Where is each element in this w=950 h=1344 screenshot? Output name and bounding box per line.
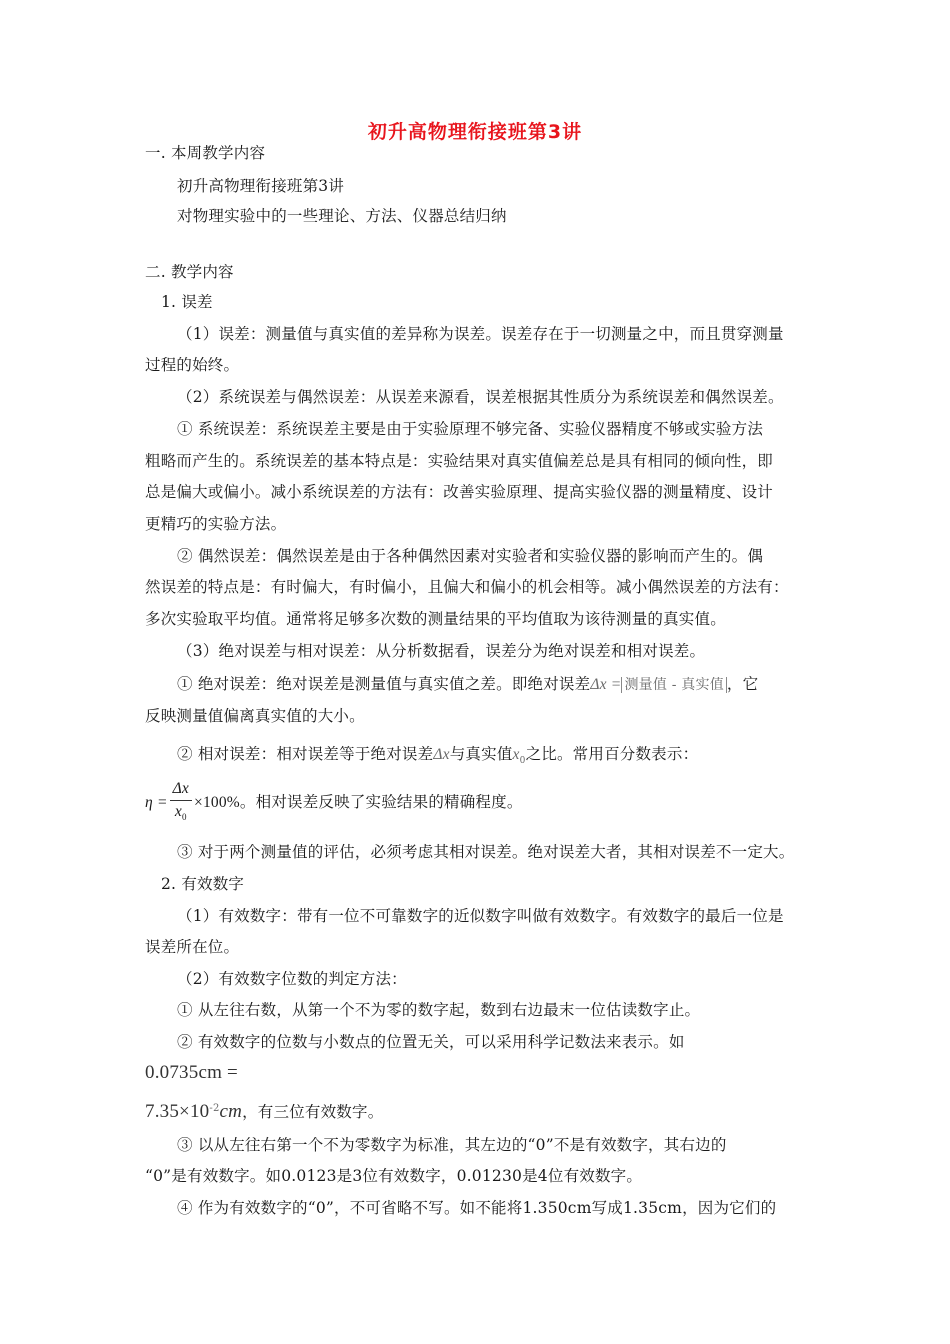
example-value: 0.0735cm =	[145, 1062, 238, 1083]
paragraph: （1）有效数字：带有一位不可靠数字的近似数字叫做有效数字。有效数字的最后一位是	[177, 907, 784, 925]
page-title: 初升高物理衔接班第3讲	[367, 121, 583, 143]
subsection-heading: 1. 误差	[161, 293, 213, 311]
paragraph: 更精巧的实验方法。	[145, 515, 287, 533]
text: ① 绝对误差：绝对误差是测量值与真实值之差。即绝对误差	[177, 675, 591, 693]
formula-example-2	[145, 1098, 383, 1123]
paragraph: 过程的始终。	[145, 356, 240, 374]
paragraph: ① 系统误差：系统误差主要是由于实验原理不够完备、实验仪器精度不够或实验方法	[177, 420, 764, 438]
denominator-sub: 0	[182, 812, 187, 823]
text: ，它	[726, 675, 759, 693]
example-unit: cm	[219, 1101, 243, 1123]
paragraph: ③ 对于两个测量值的评估，必须考虑其相对误差。绝对误差大者，其相对误差不一定大。	[177, 843, 795, 861]
paragraph: 误差所在位。	[145, 938, 240, 956]
paragraph: 然误差的特点是：有时偏大，有时偏小，且偏大和偏小的机会相等。减小偶然误差的方法有：	[145, 578, 789, 596]
formula-eta-line	[145, 778, 523, 828]
text: ，有三位有效数字。	[242, 1103, 384, 1122]
formula-eta-lhs: η =	[145, 794, 168, 812]
paragraph: （1）误差：测量值与真实值的差异称为误差。误差存在于一切测量之中，而且贯穿测量	[177, 325, 784, 343]
paragraph: 总是偏大或偏小。减小系统误差的方法有：改善实验原理、提高实验仪器的测量精度、设计	[145, 483, 774, 501]
section-heading-2: 二. 教学内容	[145, 263, 234, 281]
paragraph: 粗略而产生的。系统误差的基本特点是：实验结果对真实值偏差总是具有相同的倾向性，即	[145, 452, 774, 470]
fraction-numerator: Δx	[170, 778, 192, 801]
formula-abs-body: 测量值 - 真实值	[621, 677, 726, 693]
subsection-heading: 2. 有效数字	[161, 875, 245, 893]
text: 之比。常用百分数表示：	[525, 745, 699, 763]
formula-fraction	[170, 778, 192, 828]
example-exponent: -2	[209, 1103, 220, 1114]
formula-example-1	[145, 1062, 238, 1084]
paragraph: （2）有效数字位数的判定方法：	[177, 970, 407, 988]
formula-eta-rhs: ×100%	[194, 794, 240, 812]
paragraph: ④ 作为有效数字的“0”，不可省略不写。如不能将1.350cm写成1.35cm，因为它们的	[177, 1199, 777, 1217]
formula-abs-lhs: Δx =	[590, 676, 622, 693]
paragraph: 多次实验取平均值。通常将足够多次数的测量结果的平均值取为该待测量的真实值。	[145, 610, 726, 628]
paragraph: 初升高物理衔接班第3讲	[177, 177, 345, 195]
paragraph: “0”是有效数字。如0.0123是3位有效数字，0.01230是4位有效数字。	[145, 1167, 643, 1185]
paragraph: 对物理实验中的一些理论、方法、仪器总结归纳	[177, 207, 507, 225]
formula-delta-x: Δx	[433, 746, 450, 763]
paragraph: （3）绝对误差与相对误差：从分析数据看，误差分为绝对误差和相对误差。	[177, 642, 706, 660]
section-heading-1: 一. 本周教学内容	[145, 144, 266, 162]
paragraph: ③ 以从左往右第一个不为零数字为标准，其左边的“0”不是有效数字，其右边的	[177, 1136, 727, 1154]
fraction-denominator	[170, 801, 192, 828]
text: 。相对误差反映了实验结果的精确程度。	[239, 793, 523, 812]
text: ② 相对误差：相对误差等于绝对误差	[177, 745, 434, 763]
formula-x-sub: 0	[519, 756, 526, 767]
text: 与真实值	[449, 745, 513, 763]
paragraph: ① 从左往右数，从第一个不为零的数字起，数到右边最末一位估读数字止。	[177, 1001, 701, 1019]
denominator-x: x	[174, 803, 183, 820]
example-base: 7.35×10	[145, 1101, 210, 1123]
paragraph: 反映测量值偏离真实值的大小。	[145, 707, 365, 725]
formula-x: x	[512, 746, 520, 763]
paragraph: ② 有效数字的位数与小数点的位置无关，可以采用科学记数法来表示。如	[177, 1033, 685, 1051]
paragraph: ② 偶然误差：偶然误差是由于各种偶然因素对实验者和实验仪器的影响而产生的。偶	[177, 547, 764, 565]
paragraph-with-formula	[177, 743, 698, 772]
paragraph-with-formula	[177, 673, 758, 696]
paragraph: （2）系统误差与偶然误差：从误差来源看，误差根据其性质分为系统误差和偶然误差。	[177, 388, 784, 406]
